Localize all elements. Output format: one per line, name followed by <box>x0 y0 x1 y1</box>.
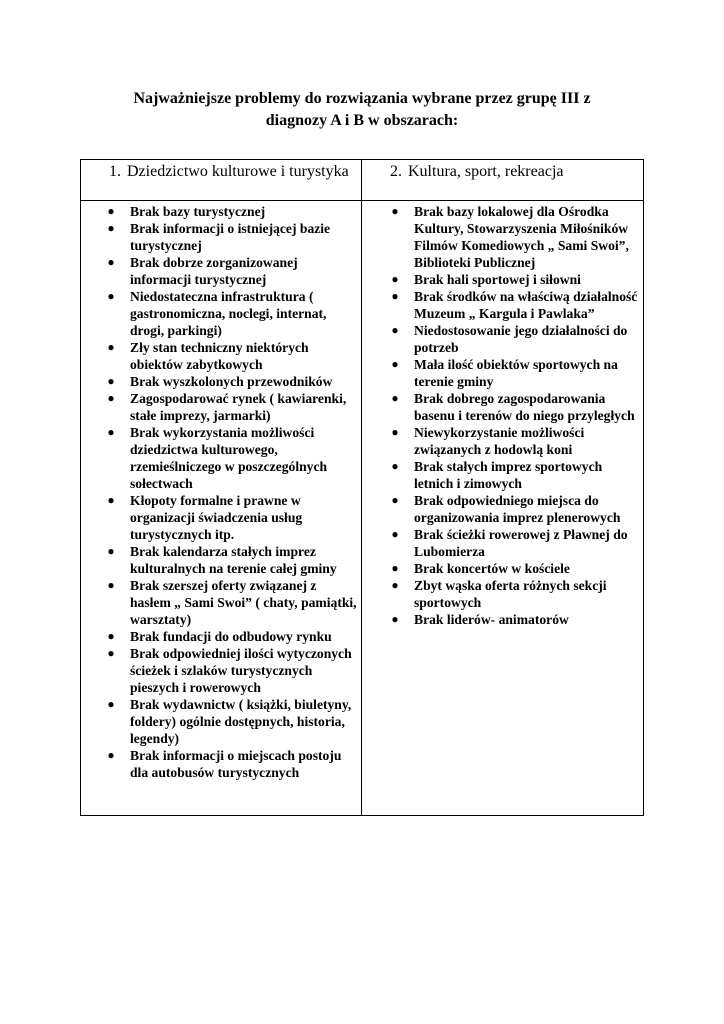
list-item <box>389 390 639 424</box>
list-item <box>389 322 639 356</box>
heritage-problems-cell <box>81 201 362 816</box>
list-item <box>389 424 639 458</box>
bullet-icon: ● <box>107 544 115 558</box>
list-item-text: Brak stałych imprez sportowych letnich i zimowych <box>414 459 603 491</box>
bullet-icon: ● <box>391 425 399 439</box>
list-item <box>389 458 639 492</box>
list-item-text: Brak bazy lokalowej dla Ośrodka Kultury, Stowarzyszenia Miłośników Filmów Komediowych „ Sami Swoi”, Biblioteki Publicznej <box>414 204 629 270</box>
list-item <box>105 543 357 577</box>
list-item-text: Brak ścieżki rowerowej z Pławnej do Lubomierza <box>414 527 628 559</box>
list-item <box>105 492 357 543</box>
bullet-icon: ● <box>107 255 115 269</box>
list-item <box>105 628 357 645</box>
bullet-icon: ● <box>391 289 399 303</box>
table-body-row <box>81 201 644 816</box>
list-item <box>105 254 357 288</box>
bullet-icon: ● <box>107 391 115 405</box>
list-item <box>389 288 639 322</box>
title-line-1: Najważniejsze problemy do rozwiązania wybrane przez grupę III z <box>133 90 591 107</box>
list-item-text: Zagospodarować rynek ( kawiarenki, stałe imprezy, jarmarki) <box>130 391 347 423</box>
list-item-text: Niewykorzystanie możliwości związanych z hodowlą koni <box>414 425 585 457</box>
list-item <box>389 611 639 628</box>
column-number: 1. <box>109 163 121 180</box>
bullet-icon: ● <box>107 221 115 235</box>
bullet-icon: ● <box>391 272 399 286</box>
list-item <box>105 390 357 424</box>
list-item-text: Brak szerszej oferty związanej z hasłem „ Sami Swoi” ( chaty, pamiątki, warsztaty) <box>130 578 357 627</box>
bullet-icon: ● <box>391 459 399 473</box>
list-item-text: Brak informacji o istniejącej bazie turystycznej <box>130 221 331 253</box>
list-item <box>105 220 357 254</box>
heritage-problems-list <box>81 201 361 781</box>
list-item <box>389 203 639 271</box>
list-item-text: Brak dobrego zagospodarowania basenu i terenów do niego przyległych <box>414 391 635 423</box>
column-heading-heritage <box>81 160 362 201</box>
bullet-icon: ● <box>107 289 115 303</box>
list-item <box>389 356 639 390</box>
bullet-icon: ● <box>107 697 115 711</box>
list-item <box>389 560 639 577</box>
list-item-text: Mała ilość obiektów sportowych na terenie gminy <box>414 357 618 389</box>
column-number: 2. <box>390 163 402 180</box>
list-item-text: Brak hali sportowej i siłowni <box>414 272 581 287</box>
list-item-text: Niedostosowanie jego działalności do potrzeb <box>414 323 628 355</box>
bullet-icon: ● <box>391 323 399 337</box>
bullet-icon: ● <box>391 527 399 541</box>
list-item-text: Brak odpowiedniej ilości wytyczonych ścieżek i szlaków turystycznych pieszych i rowerowych <box>130 646 352 695</box>
list-item <box>105 696 357 747</box>
list-item <box>105 203 357 220</box>
column-heading-text: Dziedzictwo kulturowe i turystyka <box>127 163 349 180</box>
list-item <box>389 577 639 611</box>
list-item-text: Brak odpowiedniego miejsca do organizowania imprez plenerowych <box>414 493 621 525</box>
problems-table <box>80 159 644 816</box>
title-line-2: diagnozy A i B w obszarach: <box>265 112 459 129</box>
culture-problems-cell <box>362 201 644 816</box>
bullet-icon: ● <box>107 425 115 439</box>
list-item-text: Brak wykorzystania możliwości dziedzictwa kulturowego, rzemieślniczego w poszczególnych sołectwach <box>130 425 328 491</box>
column-heading-text: Kultura, sport, rekreacja <box>408 163 564 180</box>
list-item <box>105 373 357 390</box>
list-item-text: Brak środków na właściwą działalność Muzeum „ Kargula i Pawlaka” <box>414 289 638 321</box>
bullet-icon: ● <box>107 374 115 388</box>
bullet-icon: ● <box>391 578 399 592</box>
list-item-text: Zbyt wąska oferta różnych sekcji sportowych <box>414 578 607 610</box>
bullet-icon: ● <box>107 578 115 592</box>
list-item <box>105 339 357 373</box>
list-item <box>105 747 357 781</box>
list-item <box>105 424 357 492</box>
list-item-text: Brak liderów- animatorów <box>414 612 569 627</box>
column-heading-culture <box>362 160 644 201</box>
list-item-text: Brak dobrze zorganizowanej informacji turystycznej <box>130 255 298 287</box>
list-item <box>389 492 639 526</box>
table-header-row <box>81 160 644 201</box>
list-item <box>389 526 639 560</box>
bullet-icon: ● <box>107 204 115 218</box>
bullet-icon: ● <box>391 357 399 371</box>
list-item-text: Niedostateczna infrastruktura ( gastronomiczna, noclegi, internat, drogi, parkingi) <box>130 289 327 338</box>
bullet-icon: ● <box>391 493 399 507</box>
list-item <box>389 271 639 288</box>
list-item-text: Brak koncertów w kościele <box>414 561 570 576</box>
bullet-icon: ● <box>107 629 115 643</box>
bullet-icon: ● <box>107 493 115 507</box>
bullet-icon: ● <box>107 646 115 660</box>
list-item-text: Brak wyszkolonych przewodników <box>130 374 333 389</box>
bullet-icon: ● <box>391 391 399 405</box>
list-item <box>105 288 357 339</box>
culture-problems-list <box>362 201 643 628</box>
list-item-text: Zły stan techniczny niektórych obiektów zabytkowych <box>130 340 309 372</box>
bullet-icon: ● <box>107 748 115 762</box>
list-item-text: Brak kalendarza stałych imprez kulturalnych na terenie całej gminy <box>130 544 337 576</box>
bullet-icon: ● <box>107 340 115 354</box>
list-item-text: Brak fundacji do odbudowy rynku <box>130 629 332 644</box>
list-item <box>105 645 357 696</box>
bullet-icon: ● <box>391 561 399 575</box>
list-item-text: Brak wydawnictw ( książki, biuletyny, foldery) ogólnie dostępnych, historia, legendy) <box>130 697 352 746</box>
list-item <box>105 577 357 628</box>
list-item-text: Brak informacji o miejscach postoju dla autobusów turystycznych <box>130 748 342 780</box>
bullet-icon: ● <box>391 204 399 218</box>
list-item-text: Brak bazy turystycznej <box>130 204 266 219</box>
list-item-text: Kłopoty formalne i prawne w organizacji świadczenia usług turystycznych itp. <box>130 493 303 542</box>
bullet-icon: ● <box>391 612 399 626</box>
document-title <box>80 88 644 132</box>
